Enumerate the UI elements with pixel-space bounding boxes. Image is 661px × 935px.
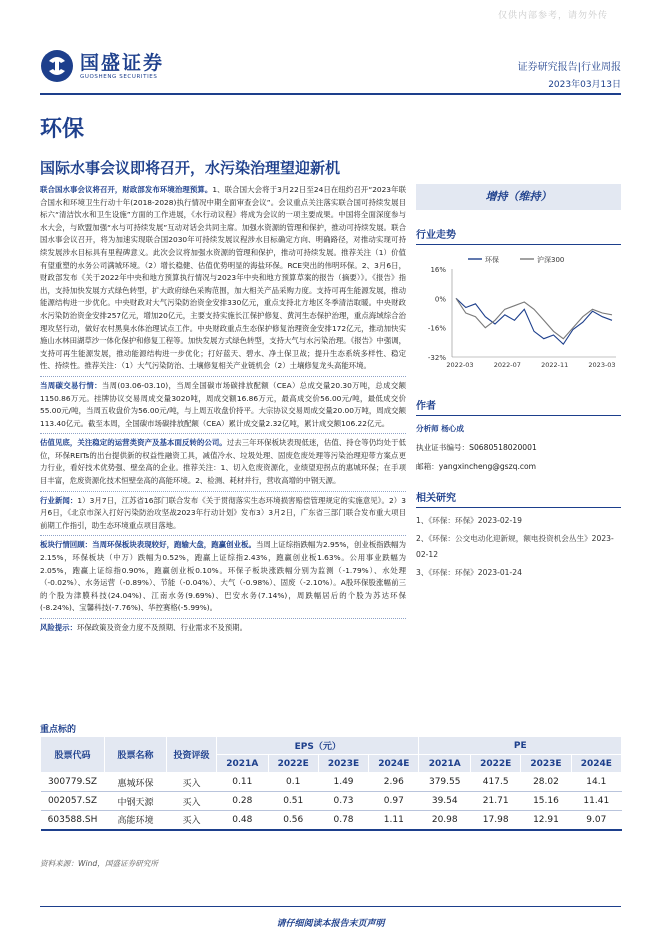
stock-rating: 买入 <box>167 792 217 811</box>
col-pe: PE <box>419 737 622 755</box>
paragraph-text: 过去三年环保板块表现低迷，估值、持仓等仍均处于低位，环保REITs的出台提供新的权益性融资工具，减值冷水、垃圾处理、固废危废处理等污染治理迎带方案点更力行业，看好技术优势强、壁垒高的企业。推荐关注：1、切入危废资源化，业绩望迎拐点的惠城环保；在手项目丰富，危废资源化技术恒壁垒高的高能环境。2、检测、耗材并行，营收高增的中钢天源。 <box>40 438 406 486</box>
related-item[interactable]: 1、《环保：环保》2023-02-19 <box>416 516 522 525</box>
table-row <box>41 792 622 811</box>
related-item[interactable]: 3、《环保：环保》2023-01-24 <box>416 568 522 577</box>
cell: 11.41 <box>571 792 621 811</box>
paragraph-text: 1）3月7日，江苏省16部门联合发布《关于贯彻落实生态环境损害赔偿管理规定的实施意见》。2）3月6日，《北京市深入打好污染防治攻坚战2023年行动计划》发布3）3月2日，广东省三部门联合发布重大项目前期工作指引，助生态环境重点项目落地。 <box>40 495 406 530</box>
stock-code: 603588.SH <box>41 811 105 830</box>
paragraph-lead: 当周碳交易行情： <box>40 380 102 390</box>
col-name: 股票名称 <box>105 737 167 773</box>
stock-rating: 买入 <box>167 811 217 830</box>
cell: 0.11 <box>217 773 269 792</box>
cell: 0.48 <box>217 811 269 830</box>
x-tick-label: 2022-03 <box>446 361 474 369</box>
watermark: 仅供内部参考，请勿外传 <box>498 11 609 21</box>
cell: 0.1 <box>268 773 318 792</box>
paragraph-risk <box>40 622 406 635</box>
cell: 14.1 <box>571 773 621 792</box>
report-type: 证券研究报告|行业周报 <box>517 62 621 73</box>
header-divider <box>40 93 621 95</box>
related-list <box>416 513 621 581</box>
analyst-name: 杨心成 <box>441 424 464 433</box>
paragraph-lead: 联合国水事会议将召开，财政部发布环境治理预算。 <box>40 185 213 194</box>
cell: 417.5 <box>471 773 521 792</box>
industry-title: 环保 <box>40 117 85 142</box>
cell: 1.11 <box>369 811 419 830</box>
cell: 0.78 <box>318 811 368 830</box>
y-tick-label: -16% <box>427 324 446 333</box>
col-year: 2024E <box>369 755 419 773</box>
logo-icon <box>40 49 74 83</box>
cert-row <box>416 441 621 454</box>
main-body <box>40 184 406 638</box>
paragraph-valuation <box>40 437 406 487</box>
sidebar <box>416 184 621 583</box>
trend-chart-svg <box>416 251 621 381</box>
report-date: 2023年03月13日 <box>548 80 621 90</box>
stock-name: 中钢天源 <box>105 792 167 811</box>
cell: 1.49 <box>318 773 368 792</box>
report-headline: 国际水事会议即将召开，水污染治理望迎新机 <box>40 159 341 177</box>
paragraph-lead: 风险提示： <box>40 623 77 632</box>
y-tick-label: 16% <box>430 266 446 274</box>
cell: 39.54 <box>419 792 471 811</box>
cell: 0.73 <box>318 792 368 811</box>
key-stocks-table <box>40 736 622 831</box>
col-year: 2024E <box>571 755 621 773</box>
col-year: 2022E <box>471 755 521 773</box>
table-title: 重点标的 <box>40 725 77 735</box>
table-row <box>41 811 622 830</box>
cell: 0.97 <box>369 792 419 811</box>
logo-text-en: GUOSHENG SECURITIES <box>80 74 158 80</box>
trend-chart <box>416 251 621 381</box>
cell: 379.55 <box>419 773 471 792</box>
divider <box>40 376 406 377</box>
divider <box>40 433 406 434</box>
paragraph-text: 当周(03.06-03.10)，当周全国碳市场碳排放配额（CEA）总成交量20.30万吨，总成交额1150.86万元。挂牌协议交易周成交量3020吨，周成交额16.86万元，最高成交价56.00元/吨，最低成交价55.00元/吨，当周五收盘价为56.00元/吨，与上周五收盘价持平。大宗协议交易周成交量20.00万吨，周成交额113.40亿元。截至本周，全国碳市场碳排放配额（CEA）累计成交量2.32亿吨，累计成交额106.22亿元。 <box>40 380 406 428</box>
col-code: 股票代码 <box>41 737 105 773</box>
cert-label: 执业证书编号： <box>416 443 470 452</box>
cell: 0.51 <box>268 792 318 811</box>
y-tick-label: -32% <box>427 354 446 362</box>
paragraph-carbon <box>40 380 406 430</box>
company-logo <box>40 49 164 83</box>
paragraph-text: 环保政策及资金力度不及预期、行业需求不及预期。 <box>76 623 247 632</box>
related-item[interactable]: 2、《环保：公交电动化迎新规，额电投资机会丛生》2023-02-12 <box>416 534 614 559</box>
author-title: 作者 <box>416 397 621 416</box>
x-tick-label: 2022-07 <box>493 361 521 369</box>
col-rating: 投资评级 <box>167 737 217 773</box>
x-tick-label: 2023-03 <box>588 361 616 369</box>
divider <box>40 491 406 492</box>
logo-text-cn: 国盛证券 <box>80 52 165 74</box>
rating-badge: 增持（维持） <box>416 184 621 210</box>
email-row <box>416 460 621 473</box>
col-year: 2022E <box>268 755 318 773</box>
cell: 0.28 <box>217 792 269 811</box>
cell: 28.02 <box>521 773 571 792</box>
cell: 17.98 <box>471 811 521 830</box>
related-title: 相关研究 <box>416 489 621 508</box>
col-year: 2023E <box>318 755 368 773</box>
stock-name: 高能环境 <box>105 811 167 830</box>
footer-divider <box>40 906 621 907</box>
trend-title: 行业走势 <box>416 226 621 245</box>
cell: 20.98 <box>419 811 471 830</box>
col-year: 2023E <box>521 755 571 773</box>
x-tick-label: 2022-11 <box>541 361 569 369</box>
legend-label: 环保 <box>485 256 499 264</box>
stock-rating: 买入 <box>167 773 217 792</box>
col-year: 2021A <box>217 755 269 773</box>
stock-code: 002057.SZ <box>41 792 105 811</box>
cell: 9.07 <box>571 811 621 830</box>
paragraph-lead: 板块行情回顾：当周环保板块表现较好，跑输大盘，跑赢创业板。 <box>40 540 256 550</box>
footer-disclaimer: 请仔细阅读本报告末页声明 <box>276 919 385 929</box>
analyst-label: 分析师 <box>416 424 439 433</box>
paragraph-news <box>40 495 406 533</box>
table-source: 资料来源：Wind，国盛证券研究所 <box>40 859 158 868</box>
paragraph-text: 1、联合国大会将于3月22日至24日在纽约召开“2023年联合国水和环境卫生行动十年(2018-2028)执行情况中期全面审查会议”。会议重点关注落实联合国可持续发展目标六“清洁饮水和卫生设施”方面的工作进展，《水行动议程》将成为会议的一项主要成果。中国将全面深度参与水大会，与欧盟加强“水与可持续发展”互动对话会共同主席。加强水资源的管理和保护，推动可持续发展。联合国水事会议召开，将为加速实现联合国2030年可持续发展议程涉水目标确定方向、明确路径，对推动实现可持续发展涉水目标具有里程碑意义。此次会议将加强水资源的管理和保护，推动可持续发展。推荐关注（1）价值有望重塑的水务公司满城环境。（2）增长稳健、估值优势明显的海盐环保。RCE突出的伟明环保。2、3月6日，财政部发布《关于2022年中央和地方预算执行情况与2023年中央和地方预算草案的报告（摘要）》。《报告》指出，支持加快发展方式绿色转型，扩大政府绿色采购范围，加大相关产品采购力度。支持可再生能源发展，推动能源结构进一步优化。中央财政对大气污染防治资金安排330亿元，重点支持北方地区冬季清洁取暖。中央财政水污染防治资金安排257亿元，增加20亿元，主要支持实施长江保护修复、黄河生态保护治理，重点海域综合治理攻坚行动，做好农村黑臭水体治理试点工作。中央财政重点生态保护修复治理资金安排172亿元，推动加快实施山水林田湖草沙一体化保护和修复工程等。加快发展方式绿色转型，支持大气与水污染治理。《报告》中强调，支持可再生能源发展，推动能源结构进一步优化；打好蓝天、碧水、净土保卫战；提升生态系统多样性、稳定性、持续性。推荐关注：（1）大气污染防治、土壤修复相关产业链机会（2）土壤修复龙头高能环境。 <box>40 185 406 371</box>
cell: 21.71 <box>471 792 521 811</box>
legend-label: 沪深300 <box>537 256 565 264</box>
divider <box>40 618 406 619</box>
col-year: 2021A <box>419 755 471 773</box>
paragraph-market <box>40 539 406 615</box>
cell: 0.56 <box>268 811 318 830</box>
paragraph-summary <box>40 184 406 373</box>
cell: 2.96 <box>369 773 419 792</box>
cell: 15.16 <box>521 792 571 811</box>
table-row <box>41 773 622 792</box>
series-line-hs300 <box>456 298 612 338</box>
paragraph-text: 当周上证综指跌幅为2.95%，创业板指跌幅为2.15%，环保板块（中万）跌幅为0.52%，跑赢上证综指2.43%，跑赢创业板1.63%。公用事业跌幅为2.05%，跑赢上证综指0.90%，跑赢创业板0.10%。环保子板块涨跌幅分别为监测（-1.79%）、水处理（-0.02%）、水务运营（-0.89%）、节能（-0.04%）、大气（-0.98%）、固废（-2.10%）。A股环保股涨幅前三的个股为津膜科技(24.04%)、江南水务(9.69%)、巴安水务(7.14%)，周跌幅居后的个股为苏达环保(-8.24%)、宝馨科技(-7.76%)、华控赛格(-5.99%)。 <box>40 540 406 613</box>
divider <box>40 535 406 536</box>
email-label: 邮箱： <box>416 462 439 471</box>
y-tick-label: 0% <box>434 295 446 304</box>
col-eps: EPS（元） <box>217 737 419 755</box>
analyst-row <box>416 422 621 435</box>
email-link[interactable]: yangxincheng@gszq.com <box>438 462 537 471</box>
paragraph-lead: 行业新闻： <box>40 495 78 505</box>
cert-number: S0680518020001 <box>469 443 537 452</box>
stock-code: 300779.SZ <box>41 773 105 792</box>
stock-name: 惠城环保 <box>105 773 167 792</box>
paragraph-lead: 估值见底，关注稳定的运营类资产及基本面反转的公司。 <box>40 438 227 448</box>
cell: 12.91 <box>521 811 571 830</box>
